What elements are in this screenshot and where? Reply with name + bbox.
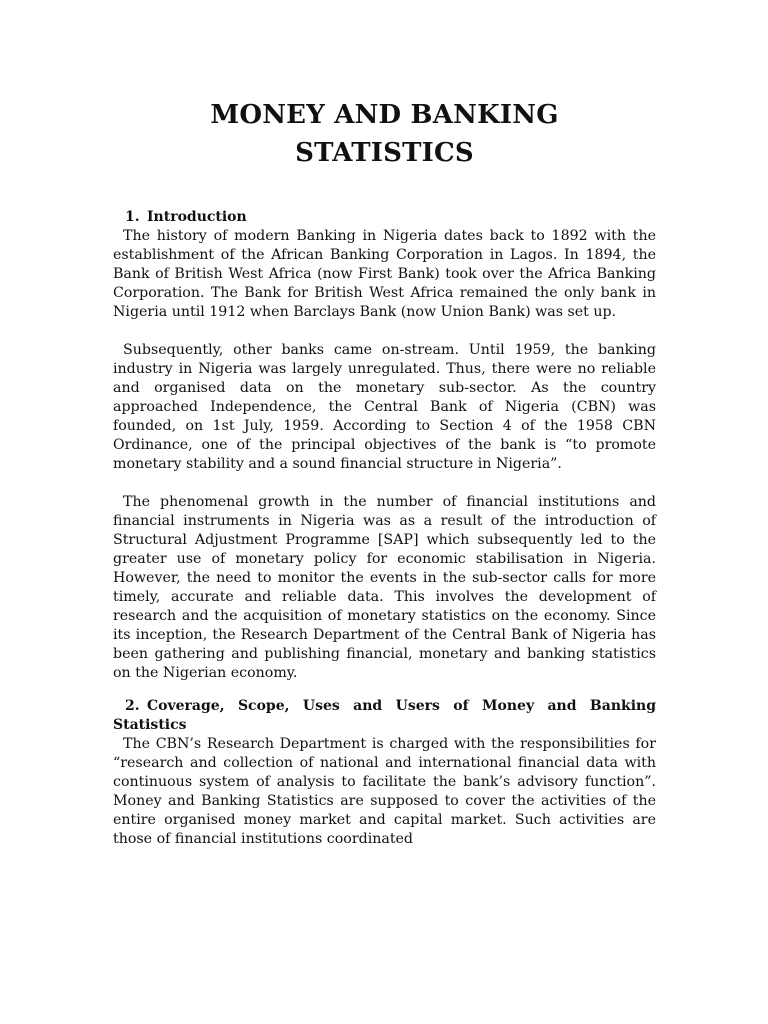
section-heading-text: Coverage, Scope, Uses and Users of Money and Banking Statistics bbox=[113, 698, 656, 733]
paragraph: The phenomenal growth in the number of financial institutions and financial instruments in Nigeria was as a result of the introduction of Structural Adjustment Programme [SAP] which subsequently led to the greater use of monetary policy for economic stabilisation in Nigeria. However, the need to monitor the events in the sub-sector calls for more timely, accurate and reliable data. This involves the development of research and the acquisition of monetary statistics on the economy. Since its inception, the Research Department of the Central Bank of Nigeria has been gathering and publishing financial, monetary and banking statistics on the Nigerian economy. bbox=[113, 494, 656, 681]
section-heading bbox=[113, 208, 656, 227]
paragraph: The history of modern Banking in Nigeria dates back to 1892 with the establishment of the African Banking Corporation in Lagos. In 1894, the Bank of British West Africa (now First Bank) took over the Africa Banking Corporation. The Bank for British West Africa remained the only bank in Nigeria until 1912 when Barclays Bank (now Union Bank) was set up. bbox=[113, 228, 656, 320]
title-line-1: MONEY AND BANKING bbox=[210, 100, 559, 130]
paragraph: Subsequently, other banks came on-stream. Until 1959, the banking industry in Nigeria was largely unregulated. Thus, there were no reliable and organised data on the monetary sub-sector. As the country approached Independence, the Central Bank of Nigeria (CBN) was founded, on 1st July, 1959. According to Section 4 of the 1958 CBN Ordinance, one of the principal objectives of the bank is “to promote monetary stability and a sound financial structure in Nigeria”. bbox=[113, 342, 656, 472]
section-heading-text: Introduction bbox=[147, 209, 247, 225]
paragraph: The CBN’s Research Department is charged with the responsibilities for “research and collection of national and international financial data with continuous system of analysis to facilitate the bank’s advisory function”. Money and Banking Statistics are supposed to cover the activities of the entire organised money market and capital market. Such activities are those of financial institutions coordinated bbox=[113, 736, 656, 847]
section-number: 2. bbox=[125, 698, 140, 714]
section-heading bbox=[113, 697, 656, 735]
document-title bbox=[113, 96, 656, 172]
title-line-2: STATISTICS bbox=[295, 138, 474, 168]
section-number: 1. bbox=[125, 209, 140, 225]
document-page bbox=[113, 96, 656, 849]
section-coverage bbox=[113, 697, 656, 849]
section-introduction bbox=[113, 208, 656, 683]
